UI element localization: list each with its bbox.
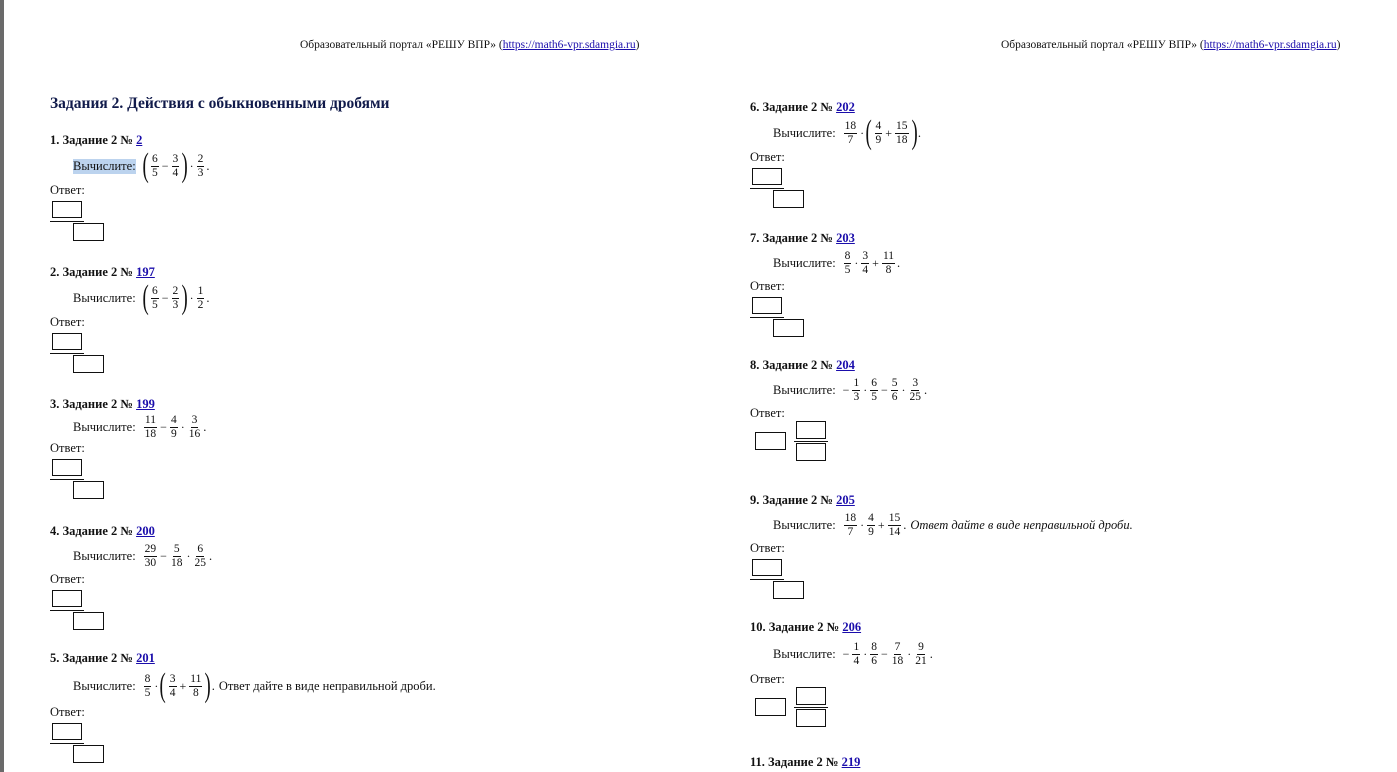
task-item (50, 396, 690, 500)
task-title: 6. Задание 2 № 202 (750, 100, 855, 114)
fraction: $\frac{6}{25}$ (194, 542, 206, 569)
compute-label: Вычислите: (73, 290, 136, 305)
answer-label: Ответ: (50, 315, 85, 329)
task-statement (73, 280, 690, 316)
compute-label: Вычислите: (73, 419, 136, 434)
fraction: $\frac{5}{6}$ (891, 376, 898, 403)
compute-label: Вычислите: (73, 158, 136, 173)
task-link[interactable]: 205 (836, 493, 855, 507)
task-title: 3. Задание 2 № 199 (50, 397, 155, 411)
fraction: $\frac{1}{2}$ (197, 284, 204, 311)
compute-label: Вычислите: (73, 548, 136, 563)
task-statement (73, 539, 690, 573)
compute-label: Вычислите: (773, 255, 836, 270)
denominator-input[interactable] (773, 319, 804, 337)
fraction: $\frac{5}{18}$ (170, 542, 183, 569)
task-link[interactable]: 202 (836, 100, 855, 114)
compute-label: Вычислите: (773, 517, 836, 532)
task-title: 11. Задание 2 № 219 (750, 755, 861, 769)
numerator-input[interactable] (52, 459, 82, 476)
fraction: $\frac{3}{4}$ (169, 672, 176, 699)
fraction: $\frac{18}{7}$ (844, 511, 857, 538)
numerator-input[interactable] (752, 297, 782, 314)
answer-fraction-input[interactable] (750, 294, 820, 338)
compute-label: Вычислите: (773, 125, 836, 140)
fraction: $\frac{15}{18}$ (896, 119, 908, 146)
answer-label: Ответ: (50, 441, 85, 455)
answer-mixed-number-input[interactable] (750, 687, 840, 731)
answer-label: Ответ: (750, 541, 785, 555)
section-title: Задания 2. Действия с обыкновенными дробями (50, 95, 390, 112)
task-title: 8. Задание 2 № 204 (750, 358, 855, 372)
math-expression: $\frac{11}{18}$ − $\frac{4}{9}$ · $\frac{3}{16}$ . (144, 413, 207, 440)
fraction: $\frac{9}{21}$ (915, 640, 927, 667)
answer-fraction-input[interactable] (750, 165, 820, 209)
compute-label: Вычислите: (73, 678, 136, 693)
portal-link[interactable]: https://math6-vpr.sdamgia.ru (1203, 39, 1337, 51)
task-link[interactable]: 201 (136, 651, 155, 665)
fraction: $\frac{8}{5}$ (844, 249, 851, 276)
task-statement (73, 148, 690, 184)
compute-label: Вычислите: (773, 646, 836, 661)
task-statement (773, 508, 1390, 542)
math-expression: $\frac{29}{30}$ − $\frac{5}{18}$ · $\frac{6}{25}$ . (144, 542, 213, 569)
answer-fraction-input[interactable] (50, 587, 120, 631)
denominator-input[interactable] (73, 481, 104, 499)
task-item (750, 619, 1390, 731)
fraction: $\frac{3}{25}$ (909, 376, 921, 403)
math-expression: $\frac{18}{7}$ · $\frac{4}{9}$ + $\frac{15}{14}$ . (844, 511, 907, 538)
fraction: $\frac{29}{30}$ (144, 542, 157, 569)
task-link[interactable]: 199 (136, 397, 155, 411)
task-item (50, 264, 690, 374)
task-instruction: Ответ дайте в виде неправильной дроби. (910, 517, 1133, 532)
answer-label: Ответ: (750, 406, 785, 420)
task-title: 2. Задание 2 № 197 (50, 265, 155, 279)
answer-fraction-input[interactable] (50, 330, 120, 374)
whole-part-input[interactable] (755, 698, 786, 716)
task-link[interactable]: 219 (841, 755, 861, 769)
fraction: $\frac{11}{18}$ (144, 413, 157, 440)
fraction: $\frac{7}{18}$ (891, 640, 904, 667)
denominator-input[interactable] (796, 709, 826, 727)
task-statement (73, 412, 690, 442)
answer-label: Ответ: (50, 183, 85, 197)
fraction: $\frac{6}{5}$ (152, 284, 158, 311)
fraction: $\frac{11}{8}$ (190, 672, 202, 699)
fraction: $\frac{8}{6}$ (871, 640, 877, 667)
answer-label: Ответ: (750, 672, 785, 686)
fraction: $\frac{15}{14}$ (888, 511, 901, 538)
task-link[interactable]: 197 (136, 265, 155, 279)
fraction: $\frac{4}{9}$ (170, 413, 177, 440)
document-page-right (704, 0, 1394, 772)
denominator-input[interactable] (73, 355, 104, 373)
math-expression: $\frac{8}{5}$ · $\frac{3}{4}$ + $\frac{11}{8}$ . (844, 249, 901, 276)
fraction: $\frac{2}{3}$ (172, 284, 179, 311)
answer-label: Ответ: (750, 279, 785, 293)
fraction: $\frac{8}{5}$ (144, 672, 151, 699)
task-item (50, 650, 690, 764)
answer-label: Ответ: (50, 705, 85, 719)
page-header: Образовательный портал «РЕШУ ВПР» (https://math6-vpr.sdamgia.ru) (300, 39, 640, 51)
task-item (750, 99, 1390, 209)
page-header: Образовательный портал «РЕШУ ВПР» (https://math6-vpr.sdamgia.ru) (1001, 39, 1341, 51)
task-statement (773, 373, 1390, 407)
numerator-input[interactable] (52, 201, 82, 218)
answer-fraction-input[interactable] (50, 720, 120, 764)
whole-part-input[interactable] (755, 432, 786, 450)
task-title: 5. Задание 2 № 201 (50, 651, 155, 665)
task-item (750, 230, 1390, 338)
math-expression: − $\frac{1}{4}$ · $\frac{8}{6}$ − $\frac{7}{18}$ · $\frac{9}{21}$ . (842, 640, 933, 667)
task-instruction: Ответ дайте в виде неправильной дроби. (218, 678, 436, 693)
task-statement (773, 635, 1390, 673)
task-title: 9. Задание 2 № 205 (750, 493, 855, 507)
task-link[interactable]: 204 (836, 358, 855, 372)
answer-mixed-number-input[interactable] (750, 421, 840, 465)
answer-label: Ответ: (50, 572, 85, 586)
task-item (750, 492, 1390, 600)
numerator-input[interactable] (752, 559, 782, 576)
numerator-input[interactable] (796, 687, 826, 705)
fraction: $\frac{3}{4}$ (172, 152, 179, 179)
fraction: $\frac{1}{4}$ (853, 640, 860, 667)
fraction: $\frac{18}{7}$ (844, 119, 857, 146)
task-statement (773, 246, 1390, 280)
math-expression: ( $\frac{6}{5}$ − $\frac{2}{3}$ ) · $\frac{1}{2}$ . (142, 279, 210, 316)
task-item (750, 357, 1390, 465)
task-statement (773, 115, 1390, 151)
numerator-input[interactable] (796, 421, 826, 439)
task-title: 1. Задание 2 № 2 (50, 133, 143, 147)
fraction: $\frac{6}{5}$ (152, 152, 158, 179)
denominator-input[interactable] (73, 223, 104, 241)
numerator-input[interactable] (52, 723, 82, 740)
task-statement (73, 666, 690, 706)
task-link[interactable]: 2 (136, 133, 143, 147)
math-expression: ( $\frac{6}{5}$ − $\frac{3}{4}$ ) · $\frac{2}{3}$ . (142, 147, 210, 184)
task-title: 7. Задание 2 № 203 (750, 231, 855, 245)
compute-label: Вычислите: (773, 382, 836, 397)
denominator-input[interactable] (773, 190, 804, 208)
portal-link[interactable]: https://math6-vpr.sdamgia.ru (502, 39, 636, 51)
fraction: $\frac{2}{3}$ (197, 152, 204, 179)
answer-fraction-input[interactable] (50, 456, 120, 500)
task-item (50, 523, 690, 631)
fraction: $\frac{6}{5}$ (871, 376, 877, 403)
numerator-input[interactable] (52, 333, 82, 350)
math-expression: $\frac{18}{7}$ · ( $\frac{4}{9}$ + $\frac{15}{18}$ ) . (844, 114, 921, 151)
answer-fraction-input[interactable] (750, 556, 820, 600)
fraction: $\frac{11}{8}$ (882, 249, 895, 276)
denominator-input[interactable] (796, 443, 826, 461)
task-link[interactable]: 203 (836, 231, 855, 245)
numerator-input[interactable] (752, 168, 782, 185)
answer-fraction-input[interactable] (50, 198, 120, 242)
fraction: $\frac{3}{16}$ (188, 413, 201, 440)
task-item (50, 132, 690, 242)
answer-label: Ответ: (750, 150, 785, 164)
fraction: $\frac{4}{9}$ (875, 119, 882, 146)
fraction: $\frac{1}{3}$ (853, 376, 860, 403)
denominator-input[interactable] (73, 745, 104, 763)
task-title: 4. Задание 2 № 200 (50, 524, 155, 538)
denominator-input[interactable] (773, 581, 804, 599)
fraction: $\frac{3}{4}$ (862, 249, 869, 276)
math-expression: − $\frac{1}{3}$ · $\frac{6}{5}$ − $\frac{5}{6}$ · $\frac{3}{25}$ . (842, 376, 928, 403)
task-link[interactable]: 206 (842, 620, 862, 634)
math-expression: $\frac{8}{5}$ · ( $\frac{3}{4}$ + $\frac{11}{8}$ ) . (144, 667, 215, 704)
numerator-input[interactable] (52, 590, 82, 607)
task-title: 10. Задание 2 № 206 (750, 620, 862, 634)
task-item (750, 754, 1390, 770)
fraction: $\frac{4}{9}$ (868, 511, 874, 538)
document-page-left (4, 0, 694, 772)
task-link[interactable]: 200 (136, 524, 155, 538)
denominator-input[interactable] (73, 612, 104, 630)
